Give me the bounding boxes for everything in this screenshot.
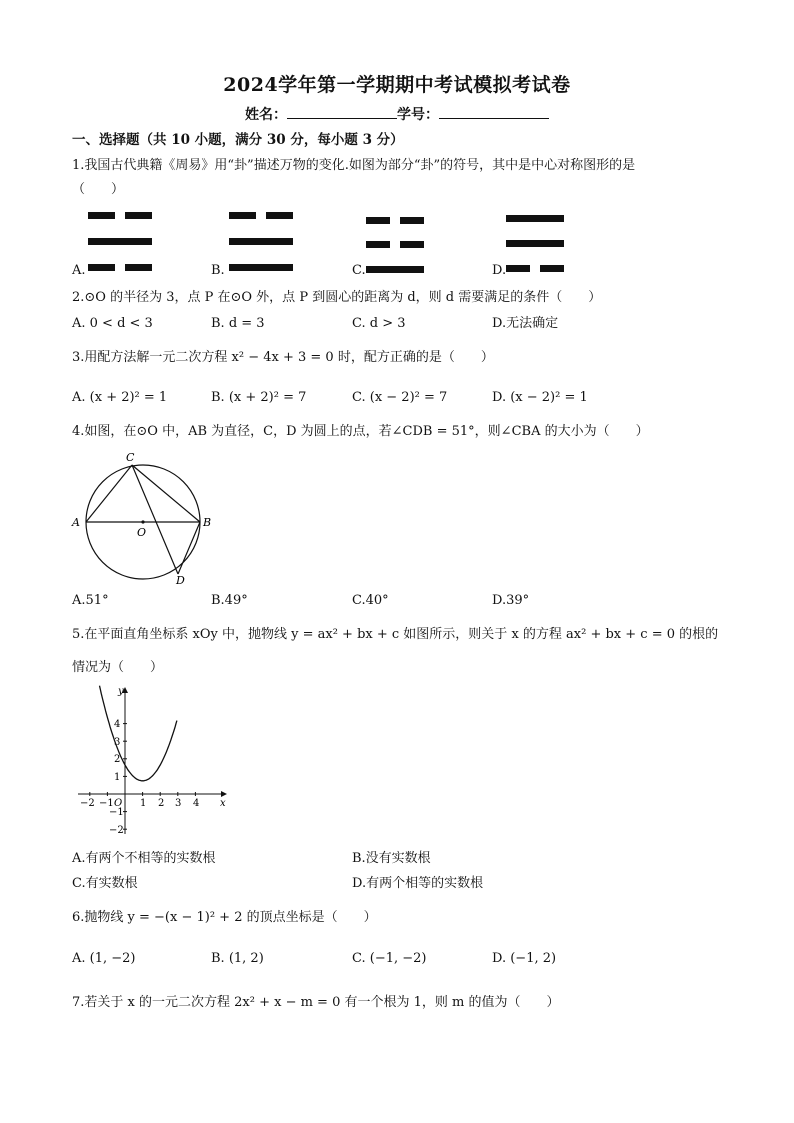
section-heading: 一、选择题（共 10 小题，满分 30 分，每小题 3 分）	[72, 132, 404, 148]
trigram-a-figure	[88, 212, 152, 272]
x-tick-2: 2	[158, 798, 165, 809]
name-label: 姓名：	[245, 107, 287, 123]
y-tick-3: 3	[114, 737, 121, 748]
q5-stem-line1: 5.在平面直角坐标系 xOy 中，抛物线 y = ax² + bx + c 如图所示，则关于 x 的方程 ax² + bx + c = 0 的根的	[72, 627, 719, 642]
y-tick-1: 1	[114, 772, 121, 783]
id-label: 学号：	[397, 107, 439, 123]
q4-option-a[interactable]: A.51°	[72, 593, 109, 608]
q1-option-b[interactable]: B.	[211, 263, 225, 278]
q3-option-d[interactable]: D. (x − 2)² = 1	[492, 390, 588, 405]
trigram-d-figure	[506, 215, 564, 273]
q4-option-d[interactable]: D.39°	[492, 593, 530, 608]
q1-option-c[interactable]: C.	[352, 263, 366, 278]
x-axis-label: x	[220, 798, 226, 809]
label-d: D	[176, 574, 185, 586]
q3-option-a[interactable]: A. (x + 2)² = 1	[72, 390, 168, 405]
exam-title: 2024学年第一学期期中考试模拟考试卷	[223, 74, 571, 96]
label-c: C	[126, 451, 135, 464]
label-a: A	[72, 516, 80, 529]
q2-option-a[interactable]: A. 0 < d < 3	[72, 316, 153, 331]
q6-stem: 6.抛物线 y = −(x − 1)² + 2 的顶点坐标是（ ）	[72, 910, 377, 925]
q1-stem-line1: 1.我国古代典籍《周易》用“卦”描述万物的变化.如图为部分“卦”的符号，其中是中心对称图形的是	[72, 158, 636, 173]
q2-option-c[interactable]: C. d > 3	[352, 316, 406, 331]
y-tick-2: 2	[114, 754, 121, 765]
label-b: B	[203, 516, 212, 529]
x-tick-neg1: −1	[99, 798, 114, 809]
q2-option-b[interactable]: B. d = 3	[211, 316, 265, 331]
y-tick-4: 4	[114, 719, 121, 730]
q1-option-a[interactable]: A.	[72, 263, 86, 278]
q7-stem: 7.若关于 x 的一元二次方程 2x² + x − m = 0 有一个根为 1，则 m 的值为（ ）	[72, 995, 560, 1010]
student-info-line	[0, 104, 794, 124]
x-tick-1: 1	[140, 798, 147, 809]
y-tick-neg1: −1	[109, 807, 124, 818]
q4-option-b[interactable]: B.49°	[211, 593, 248, 608]
name-blank[interactable]	[287, 106, 397, 119]
q4-circle-figure	[70, 448, 220, 586]
y-axis-label: y	[118, 686, 124, 697]
q6-option-a[interactable]: A. (1, −2)	[72, 951, 136, 966]
q4-stem: 4.如图，在⊙O 中，AB 为直径，C，D 为圆上的点，若∠CDB = 51°，则∠CBA 的大小为（ ）	[72, 424, 649, 439]
q3-stem: 3.用配方法解一元二次方程 x² − 4x + 3 = 0 时，配方正确的是（ ）	[72, 350, 494, 365]
x-tick-4: 4	[193, 798, 200, 809]
q5-option-a[interactable]: A.有两个不相等的实数根	[72, 851, 216, 866]
origin-label: O	[114, 798, 123, 809]
y-tick-neg2: −2	[109, 825, 124, 836]
q6-option-b[interactable]: B. (1, 2)	[211, 951, 264, 966]
q5-option-c[interactable]: C.有实数根	[72, 876, 138, 891]
q5-stem-line2: 情况为（ ）	[72, 660, 164, 675]
parabola-curve	[100, 686, 177, 781]
q2-stem: 2.⊙O 的半径为 3，点 P 在⊙O 外，点 P 到圆心的距离为 d，则 d 需要满足的条件（ ）	[72, 290, 602, 305]
q6-option-c[interactable]: C. (−1, −2)	[352, 951, 427, 966]
x-tick-3: 3	[175, 798, 182, 809]
q5-parabola-graph	[72, 682, 232, 840]
q1-stem-line2: （ ）	[72, 182, 125, 197]
q6-option-d[interactable]: D. (−1, 2)	[492, 951, 557, 966]
q5-option-b[interactable]: B.没有实数根	[352, 851, 431, 866]
trigram-c-figure	[366, 217, 424, 273]
q1-option-d[interactable]: D.	[492, 263, 507, 278]
id-blank[interactable]	[439, 106, 549, 119]
q4-option-c[interactable]: C.40°	[352, 593, 389, 608]
q3-option-c[interactable]: C. (x − 2)² = 7	[352, 390, 448, 405]
q2-option-d[interactable]: D.无法确定	[492, 316, 559, 331]
q5-option-d[interactable]: D.有两个相等的实数根	[352, 876, 484, 891]
trigram-b-figure	[229, 212, 293, 272]
q3-option-b[interactable]: B. (x + 2)² = 7	[211, 390, 307, 405]
x-tick-neg2: −2	[80, 798, 95, 809]
label-o: O	[137, 526, 147, 539]
